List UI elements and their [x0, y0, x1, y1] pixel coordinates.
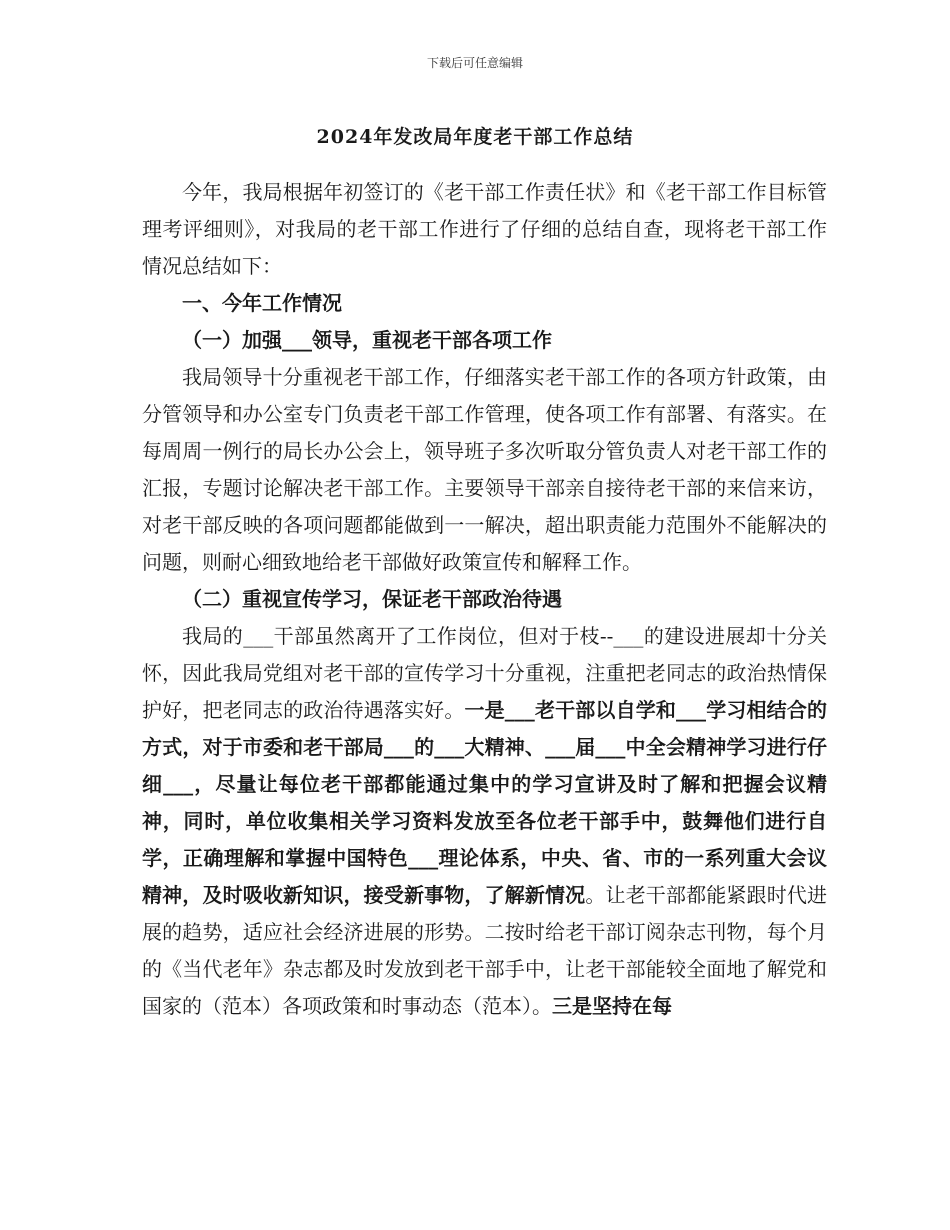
- subsection-2-bold-text-2: 三是坚持在每: [552, 994, 672, 1018]
- subsection-2-bold-text-1: 一是___老干部以自学和___学习相结合的方式，对于市委和老干部局___的___大精神、___届___中全会精神学习进行仔细___，尽量让每位老干部都能通过集中的学习宣讲及时了解和把握会议精神，同时，单位收集相关学习资料发放至各位老干部手中，鼓舞他们进行自学，正确理解和掌握中国特色___理论体系，中央、省、市的一系列重大会议精神，及时吸收新知识，接受新事物，了解新情况: [142, 698, 827, 907]
- section-heading: 一、今年工作情况: [182, 291, 342, 315]
- subsection-heading-1: （一）加强___领导，重视老干部各项工作: [182, 328, 552, 352]
- document-body: [142, 174, 827, 1025]
- subsection-1-paragraph: 我局领导十分重视老干部工作，仔细落实老干部工作的各项方针政策，由分管领导和办公室专门负责老干部工作管理，使各项工作有部署、有落实。在每周周一例行的局长办公会上，领导班子多次听取分管负责人对老干部工作的汇报，专题讨论解决老干部工作。主要领导干部亲自接待老干部的来信来访，对老干部反映的各项问题都能做到一一解决，超出职责能力范围外不能解决的问题，则耐心细致地给老干部做好政策宣传和解释工作。: [142, 365, 827, 574]
- subsection-2-paragraph: [142, 618, 827, 1025]
- header-note: 下载后可任意编辑: [426, 56, 523, 70]
- subsection-2-text-1: 我局的___干部虽然离开了工作岗位，但对于枝--___的建设进展却十分关怀，因此我局党组对老干部的宣传学习十分重视，注重把老同志的政治热情保护好，把老同志的政治待遇落实好。: [142, 624, 827, 722]
- subsection-2-text-2: 。让老干部都能紧跟时代进展的趋势，适应社会经济进展的形势。二按时给老干部订阅杂志刊物，每个月的《当代老年》杂志都及时发放到老干部手中，让老干部能较全面地了解党和国家的（范本）各项政策和时事动态（范本）。: [142, 883, 828, 1018]
- page-title: 2024年发改局年度老干部工作总结: [316, 126, 634, 148]
- subsection-heading-2: （二）重视宣传学习，保证老干部政治待遇: [182, 587, 562, 611]
- intro-paragraph: 今年，我局根据年初签订的《老干部工作责任状》和《老干部工作目标管理考评细则》，对我局的老干部工作进行了仔细的总结自查，现将老干部工作情况总结如下：: [142, 180, 827, 278]
